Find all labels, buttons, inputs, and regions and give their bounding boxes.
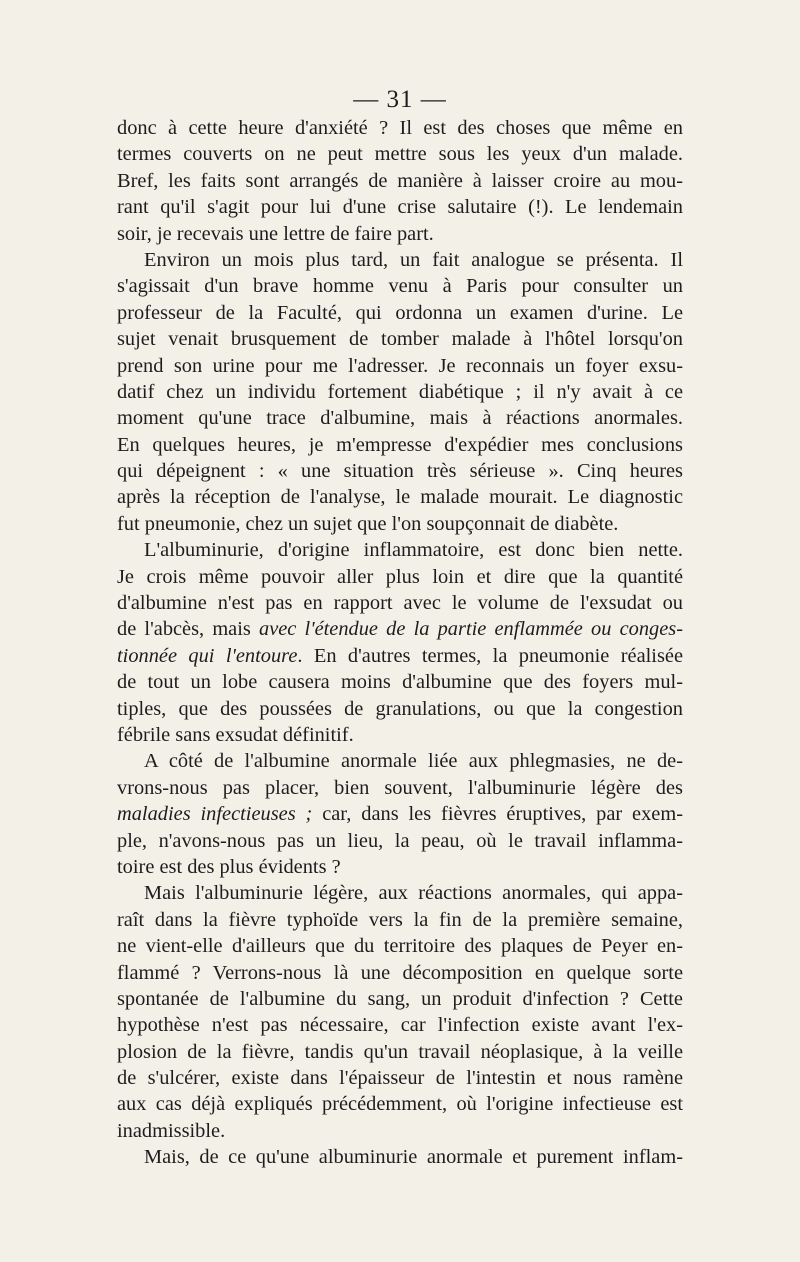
paragraph [117, 748, 683, 880]
body-text [117, 115, 683, 1171]
text-line: termes couverts on ne peut mettre sous les yeux d'un malade. [117, 143, 683, 166]
text-line: Mais, de ce qu'une albuminurie anormale et purement inflam- [144, 1146, 683, 1169]
text-line: donc à cette heure d'anxiété ? Il est des choses que même en [117, 117, 683, 139]
text-line: inadmissible. [117, 1119, 226, 1142]
line-roman: car, dans les fièvres éruptives, par exem- [312, 803, 683, 826]
text-line: Je crois même pouvoir aller plus loin et dire que la quantité [117, 565, 683, 588]
text-line: professeur de la Faculté, qui ordonna un examen d'urine. Le [117, 301, 683, 324]
paragraph [117, 537, 683, 748]
text-line: rant qu'il s'agit pour lui d'une crise salutaire (!). Le lendemain [117, 196, 683, 219]
text-line: Environ un mois plus tard, un fait analogue se présenta. Il [144, 248, 683, 271]
text-line: après la réception de l'analyse, le malade mourait. Le diagnostic [117, 486, 683, 509]
line-roman: . En d'autres termes, la pneumonie réalisée [297, 644, 683, 667]
paragraph [117, 880, 683, 1144]
text-line: ne vient-elle d'ailleurs que du territoire des plaques de Peyer en- [117, 935, 683, 958]
text-line [117, 643, 683, 669]
text-line: flammé ? Verrons-nous là une décomposition en quelque sorte [117, 961, 683, 984]
line-italic: maladies infectieuses ; [117, 803, 313, 826]
text-line: En quelques heures, je m'empresse d'expédier mes conclusions [117, 433, 683, 456]
text-line: fut pneumonie, chez un sujet que l'on soupçonnait de diabète. [117, 512, 619, 535]
text-line: Bref, les faits sont arrangés de manière à laisser croire au mou- [117, 169, 683, 192]
text-line: fébrile sans exsudat définitif. [117, 723, 354, 746]
page-number: — 31 — [353, 86, 447, 113]
text-line: vrons-nous pas placer, bien souvent, l'albuminurie légère des [117, 776, 683, 799]
text-line: qui dépeignent : « une situation très sérieuse ». Cinq heures [117, 460, 683, 483]
text-line [117, 801, 683, 827]
text-line: tiples, que des poussées de granulations, ou que la congestion [117, 697, 683, 720]
text-line: de s'ulcérer, existe dans l'épaisseur de l'intestin et nous ramène [117, 1067, 683, 1090]
line-italic: avec l'étendue de la partie enflammée ou conges- [259, 618, 683, 641]
text-line: Mais l'albuminurie légère, aux réactions anormales, qui appa- [144, 882, 683, 905]
text-line: A côté de l'albumine anormale liée aux phlegmasies, ne de- [144, 750, 683, 773]
text-line: d'albumine n'est pas en rapport avec le volume de l'exsudat ou [117, 592, 683, 615]
text-line: aux cas déjà expliqués précédemment, où l'origine infectieuse est [117, 1093, 683, 1116]
text-line: de tout un lobe causera moins d'albumine que des foyers mul- [117, 671, 683, 694]
line-roman: de l'abcès, mais [117, 618, 260, 641]
text-line: sujet venait brusquement de tomber malade à l'hôtel lorsqu'on [117, 328, 683, 351]
text-line: ple, n'avons-nous pas un lieu, la peau, où le travail inflamma- [117, 829, 683, 852]
text-line: prend son urine pour me l'adresser. Je reconnais un foyer exsu- [117, 354, 683, 377]
text-line: raît dans la fièvre typhoïde vers la fin de la première semaine, [117, 908, 683, 931]
text-line: hypothèse n'est pas nécessaire, car l'infection existe avant l'ex- [117, 1014, 683, 1037]
text-line: plosion de la fièvre, tandis qu'un travail néoplasique, à la veille [117, 1040, 683, 1063]
text-line: soir, je recevais une lettre de faire part. [117, 222, 434, 245]
text-line: moment qu'une trace d'albumine, mais à réactions anormales. [117, 407, 683, 430]
text-line: spontanée de l'albumine du sang, un produit d'infection ? Cette [117, 987, 683, 1010]
text-line: datif chez un individu fortement diabétique ; il n'y avait à ce [117, 380, 683, 403]
text-line: L'albuminurie, d'origine inflammatoire, est donc bien nette. [144, 539, 683, 562]
text-line [117, 616, 683, 642]
text-line: s'agissait d'un brave homme venu à Paris pour consulter un [117, 275, 683, 298]
paragraph [117, 1144, 683, 1170]
text-line: toire est des plus évidents ? [117, 855, 341, 878]
paragraph [117, 115, 683, 247]
paragraph [117, 247, 683, 537]
line-italic: tionnée qui l'entoure [117, 644, 298, 667]
